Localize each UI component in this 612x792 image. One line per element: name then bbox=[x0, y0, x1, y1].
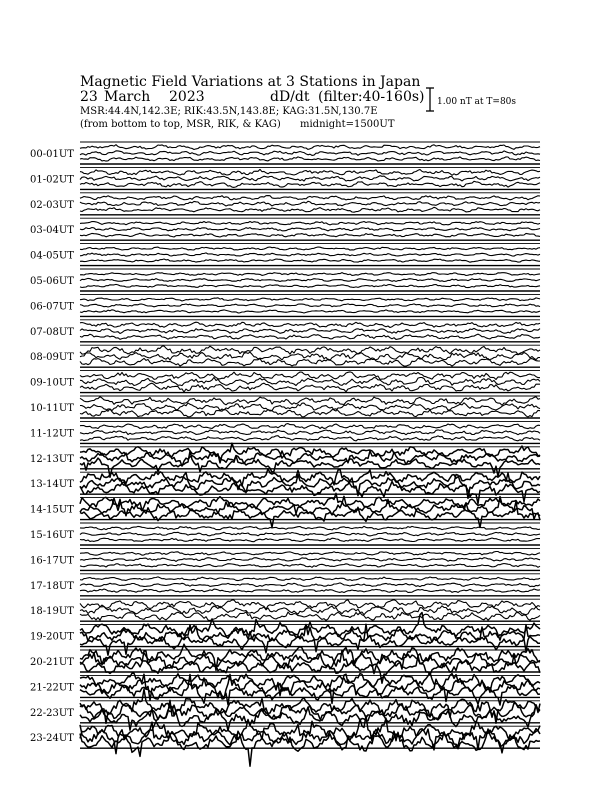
trace-rik bbox=[80, 650, 540, 673]
row-label: 13-14UT bbox=[30, 479, 74, 491]
trace-kag bbox=[80, 346, 540, 354]
trace-msr bbox=[80, 436, 540, 441]
trace-msr bbox=[80, 538, 540, 542]
trace-rik bbox=[80, 328, 540, 333]
trace-kag bbox=[80, 273, 540, 276]
row-label: 21-22UT bbox=[30, 682, 74, 694]
row-label: 18-19UT bbox=[30, 606, 74, 618]
row-label: 22-23UT bbox=[30, 707, 74, 719]
trace-kag bbox=[80, 169, 540, 175]
trace-kag bbox=[80, 443, 540, 463]
row-label: 06-07UT bbox=[30, 301, 74, 313]
trace-kag bbox=[80, 298, 540, 301]
row-label: 09-10UT bbox=[30, 377, 74, 389]
trace-msr bbox=[80, 651, 540, 683]
trace-msr bbox=[80, 157, 540, 161]
trace-kag bbox=[80, 397, 540, 406]
trace-rik bbox=[80, 625, 540, 652]
trace-msr bbox=[80, 334, 540, 339]
trace-rik bbox=[80, 304, 540, 307]
trace-kag bbox=[80, 526, 540, 530]
trace-msr bbox=[80, 589, 540, 593]
trace-rik bbox=[80, 583, 540, 587]
row-label: 01-02UT bbox=[30, 174, 74, 186]
trace-rik bbox=[80, 201, 540, 206]
row-label: 12-13UT bbox=[30, 453, 74, 465]
trace-msr bbox=[80, 284, 540, 287]
row-label: 04-05UT bbox=[30, 250, 74, 262]
trace-msr bbox=[80, 383, 540, 392]
trace-kag bbox=[80, 196, 540, 200]
trace-kag bbox=[80, 716, 540, 741]
trace-rik bbox=[80, 674, 540, 703]
trace-rik bbox=[80, 430, 540, 435]
row-label: 02-03UT bbox=[30, 199, 74, 211]
row-label: 23-24UT bbox=[30, 733, 74, 745]
date-month: March bbox=[104, 89, 151, 105]
trace-msr bbox=[80, 612, 540, 621]
trace-kag bbox=[80, 577, 540, 581]
row-label: 03-04UT bbox=[30, 225, 74, 237]
stations-label: MSR:44.4N,142.3E; RIK:43.5N,143.8E; KAG:31.5N,130.7E bbox=[80, 106, 378, 117]
trace-msr bbox=[80, 310, 540, 313]
row-label: 17-18UT bbox=[30, 580, 74, 592]
row-label: 05-06UT bbox=[30, 276, 74, 287]
date-year: 2023 bbox=[169, 89, 205, 105]
trace-kag bbox=[80, 222, 540, 225]
scale-label: 1.00 nT at T=80s bbox=[437, 97, 517, 107]
trace-kag bbox=[80, 145, 540, 150]
trace-msr bbox=[80, 181, 540, 187]
midnight-label: midnight=1500UT bbox=[300, 119, 395, 130]
row-label: 15-16UT bbox=[30, 530, 74, 541]
trace-msr bbox=[80, 409, 540, 417]
trace-rik bbox=[80, 228, 540, 231]
trace-rik bbox=[80, 278, 540, 281]
trace-rik bbox=[80, 403, 540, 412]
scale-bar bbox=[426, 88, 516, 111]
row-label: 14-15UT bbox=[30, 504, 74, 516]
row-label: 10-11UT bbox=[30, 403, 74, 414]
trace-rik bbox=[80, 151, 540, 156]
row-label: 00-01UT bbox=[30, 149, 74, 160]
hour-rows bbox=[30, 142, 540, 766]
row-label: 20-21UT bbox=[30, 657, 74, 668]
trace-rik bbox=[80, 253, 540, 256]
trace-kag bbox=[80, 469, 540, 486]
row-label: 07-08UT bbox=[30, 326, 74, 338]
trace-msr bbox=[80, 207, 540, 212]
trace-kag bbox=[80, 372, 540, 380]
trace-msr bbox=[80, 358, 540, 366]
order-note: (from bottom to top, MSR, RIK, & KAG) bbox=[80, 119, 281, 130]
trace-rik bbox=[80, 176, 540, 181]
quantity-label: dD/dt bbox=[270, 89, 310, 105]
trace-rik bbox=[80, 558, 540, 562]
trace-msr bbox=[80, 564, 540, 568]
trace-kag bbox=[80, 424, 540, 429]
header bbox=[80, 74, 516, 130]
row-label: 08-09UT bbox=[30, 352, 74, 364]
trace-kag bbox=[80, 552, 540, 556]
trace-msr bbox=[80, 502, 540, 528]
row-label: 16-17UT bbox=[30, 555, 74, 567]
trace-rik bbox=[80, 532, 540, 536]
row-label: 19-20UT bbox=[30, 631, 74, 643]
chart-title: Magnetic Field Variations at 3 Stations in Japan bbox=[80, 74, 421, 90]
date-day: 23 bbox=[80, 89, 98, 105]
trace-msr bbox=[80, 259, 540, 262]
filter-label: (filter:40-160s) bbox=[318, 89, 425, 105]
trace-kag bbox=[80, 322, 540, 327]
trace-kag bbox=[80, 247, 540, 250]
trace-msr bbox=[80, 233, 540, 237]
row-label: 11-12UT bbox=[30, 428, 74, 440]
